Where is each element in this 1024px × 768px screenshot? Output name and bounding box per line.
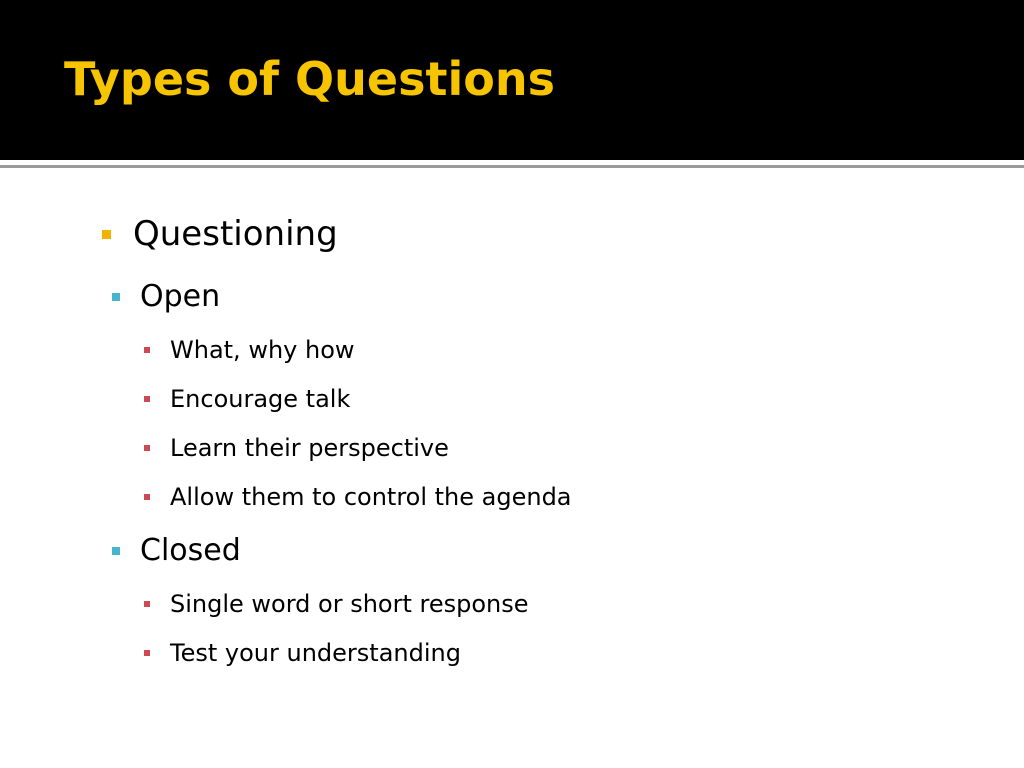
square-bullet-icon: [144, 650, 150, 656]
square-bullet-icon: [144, 445, 150, 451]
bullet-level1-questioning: [102, 214, 338, 254]
square-bullet-icon: [144, 396, 150, 402]
bullet-level3-item: [144, 434, 449, 462]
square-bullet-icon: [112, 547, 120, 555]
bullet-text: Closed: [140, 533, 241, 568]
bullet-text: What, why how: [170, 336, 355, 364]
square-bullet-icon: [102, 230, 111, 239]
bullet-level2-open: [112, 279, 220, 314]
bullet-text: Open: [140, 279, 221, 314]
bullet-text: Test your understanding: [170, 639, 461, 667]
square-bullet-icon: [144, 601, 150, 607]
bullet-level3-item: [144, 483, 572, 511]
bullet-text: Allow them to control the agenda: [170, 483, 572, 511]
bullet-level3-item: [144, 385, 350, 413]
bullet-text: Encourage talk: [170, 385, 351, 413]
bullet-level3-item: [144, 639, 461, 667]
bullet-text: Questioning: [133, 214, 338, 254]
slide-title: Types of Questions: [64, 52, 555, 106]
bullet-level2-closed: [112, 533, 241, 568]
bullet-text: Single word or short response: [170, 590, 529, 618]
bullet-level3-item: [144, 336, 355, 364]
square-bullet-icon: [144, 494, 150, 500]
square-bullet-icon: [144, 347, 150, 353]
bullet-text: Learn their perspective: [170, 434, 449, 462]
square-bullet-icon: [112, 293, 120, 301]
bullet-level3-item: [144, 590, 529, 618]
